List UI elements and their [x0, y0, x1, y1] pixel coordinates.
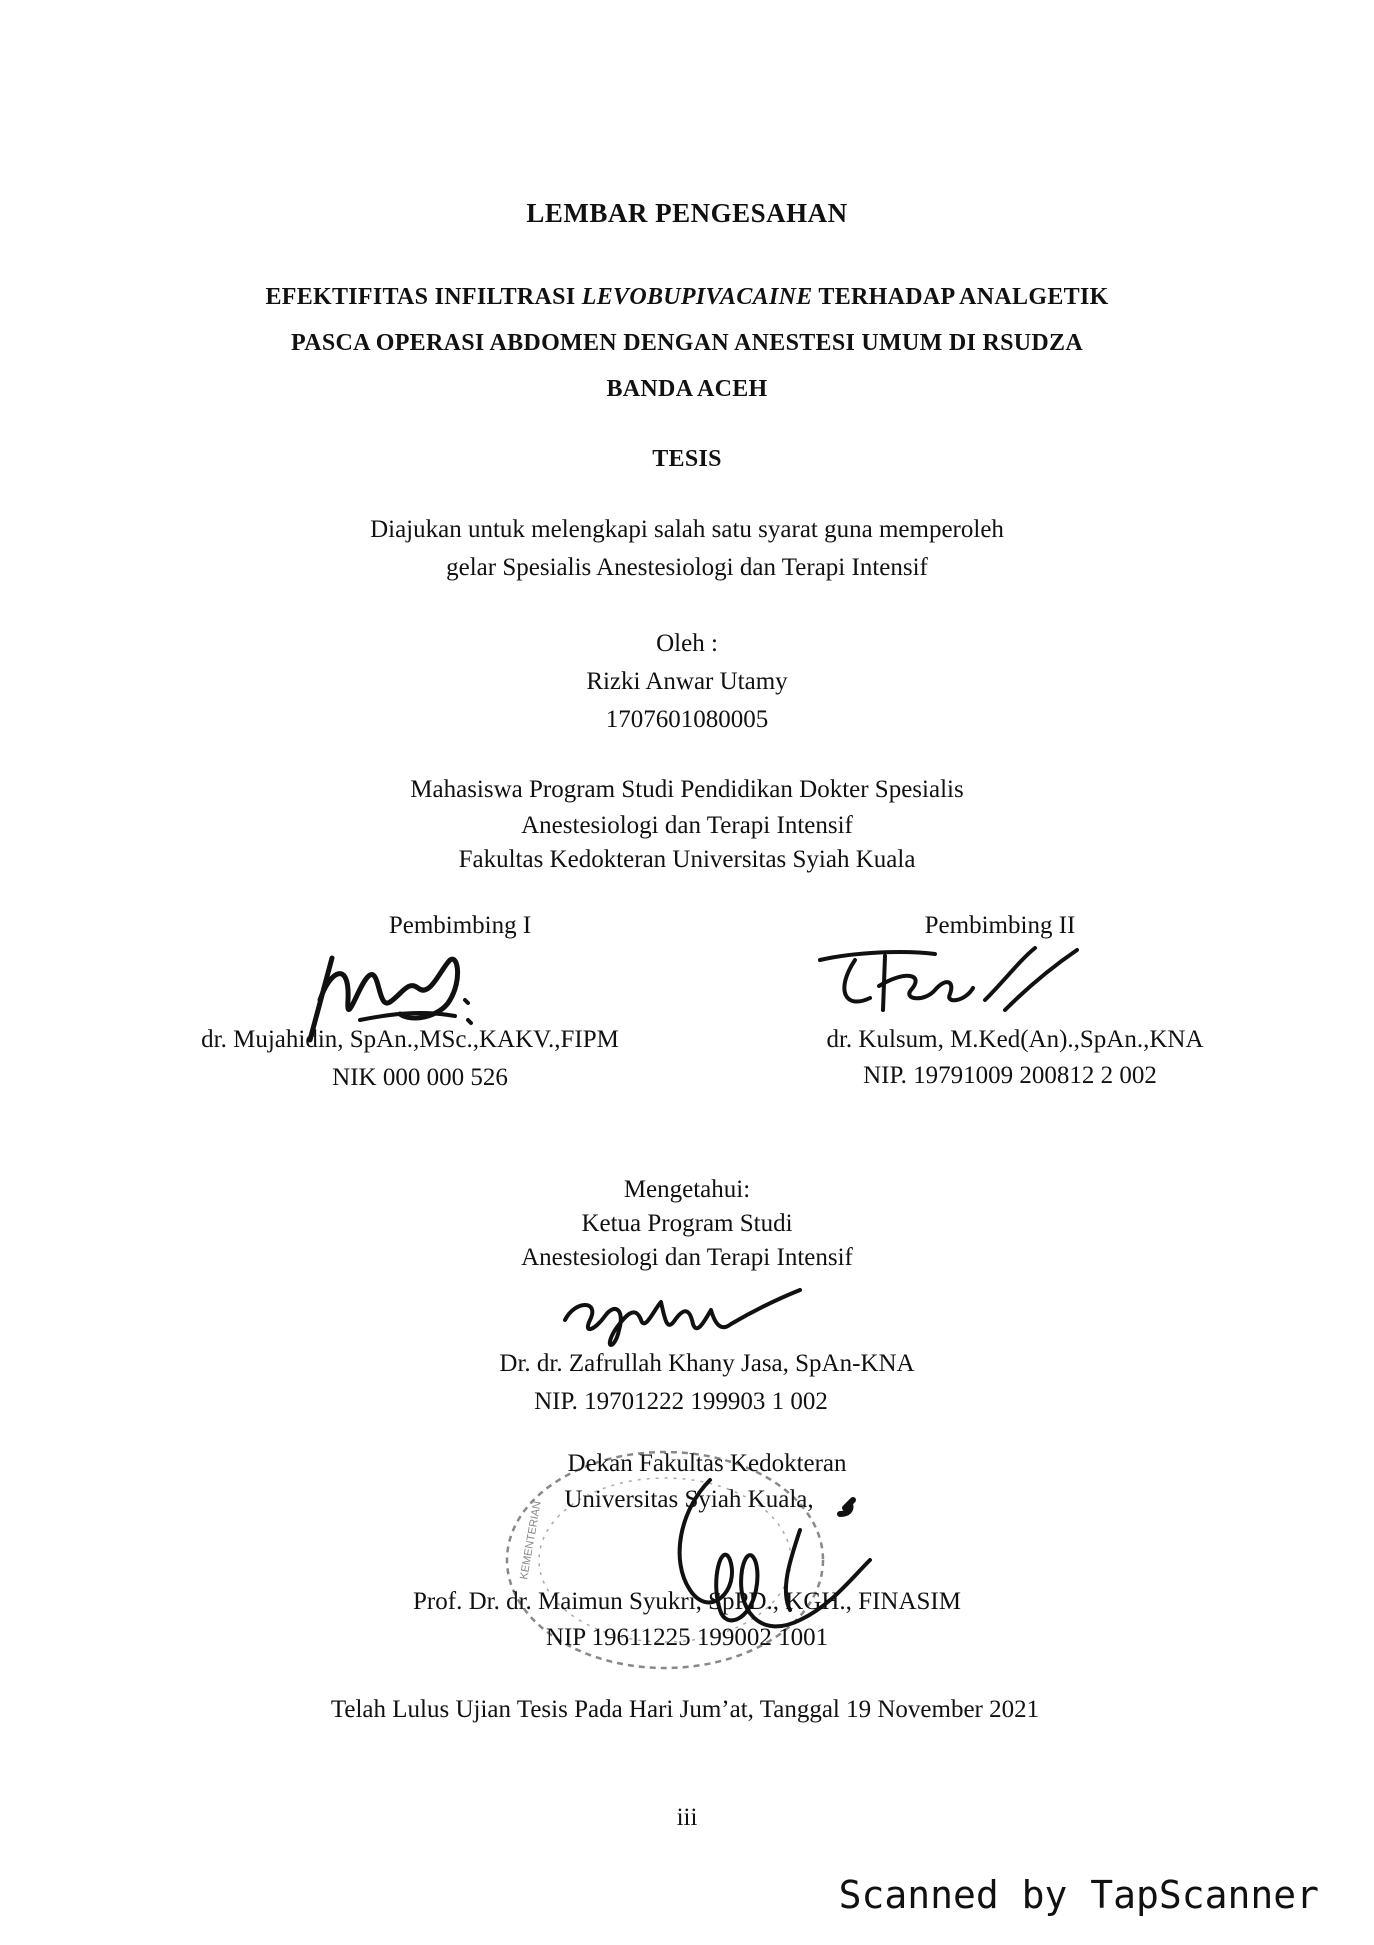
dean-name: Prof. Dr. dr. Maimun Syukri, SpPD., KGH., FINASIM — [413, 1588, 961, 1615]
dean-id: NIP 19611225 199002 1001 — [545, 1624, 829, 1651]
supervisor-2-id: NIP. 19791009 200812 2 002 — [863, 1062, 1157, 1089]
thesis-title-prefix: EFEKTIFITAS INFILTRASI — [265, 284, 582, 310]
program-line-1: Mahasiswa Program Studi Pendidikan Dokter Spesialis — [410, 776, 964, 803]
thesis-title-suffix: TERHADAP ANALGETIK — [812, 284, 1109, 310]
program-head-role-line-2: Anestesiologi dan Terapi Intensif — [521, 1244, 853, 1271]
program-head-name: Dr. dr. Zafrullah Khany Jasa, SpAn-KNA — [499, 1350, 915, 1377]
stamp-text: KEMENTERIAN — [518, 1500, 544, 1581]
thesis-title-italic-term: LEVOBUPIVACAINE — [581, 284, 813, 310]
thesis-title-line-2: PASCA OPERASI ABDOMEN DENGAN ANESTESI UMUM DI RSUDZA — [291, 330, 1083, 356]
acknowledgement-label: Mengetahui: — [623, 1176, 751, 1203]
page-heading: LEMBAR PENGESAHAN — [526, 198, 848, 228]
exam-statement: Telah Lulus Ujian Tesis Pada Hari Jum’at, Tanggal 19 November 2021 — [330, 1696, 1040, 1723]
document-type: TESIS — [652, 446, 722, 472]
supervisor-2-signature — [815, 940, 1095, 1030]
program-line-2: Anestesiologi dan Terapi Intensif — [521, 812, 853, 839]
supervisor-1-id: NIK 000 000 526 — [332, 1064, 508, 1091]
scanner-watermark: Scanned by TapScanner — [838, 1873, 1319, 1917]
dean-role-line-1: Dekan Fakultas Kedokteran — [567, 1450, 847, 1477]
purpose-line-2: gelar Spesialis Anestesiologi dan Terapi Intensif — [446, 554, 928, 581]
supervisor-2-role: Pembimbing II — [924, 912, 1076, 939]
program-head-id: NIP. 19701222 199903 1 002 — [534, 1388, 828, 1415]
author-label: Oleh : — [656, 630, 718, 657]
thesis-title-line-1 — [0, 284, 1374, 311]
thesis-title-line-3: BANDA ACEH — [606, 376, 768, 402]
supervisor-2-name: dr. Kulsum, M.Ked(An).,SpAn.,KNA — [826, 1026, 1204, 1053]
program-head-signature — [555, 1280, 805, 1360]
dean-role-line-2: Universitas Syiah Kuala, — [564, 1486, 814, 1513]
program-line-3: Fakultas Kedokteran Universitas Syiah Kuala — [458, 846, 916, 873]
program-head-role-line-1: Ketua Program Studi — [581, 1210, 793, 1237]
author-name: Rizki Anwar Utamy — [586, 668, 788, 695]
purpose-line-1: Diajukan untuk melengkapi salah satu syarat guna memperoleh — [370, 516, 1004, 543]
page-number: iii — [676, 1804, 698, 1831]
supervisor-1-name: dr. Mujahidin, SpAn.,MSc.,KAKV.,FIPM — [201, 1026, 619, 1053]
author-id: 1707601080005 — [605, 706, 769, 733]
supervisor-1-role: Pembimbing I — [388, 912, 532, 939]
